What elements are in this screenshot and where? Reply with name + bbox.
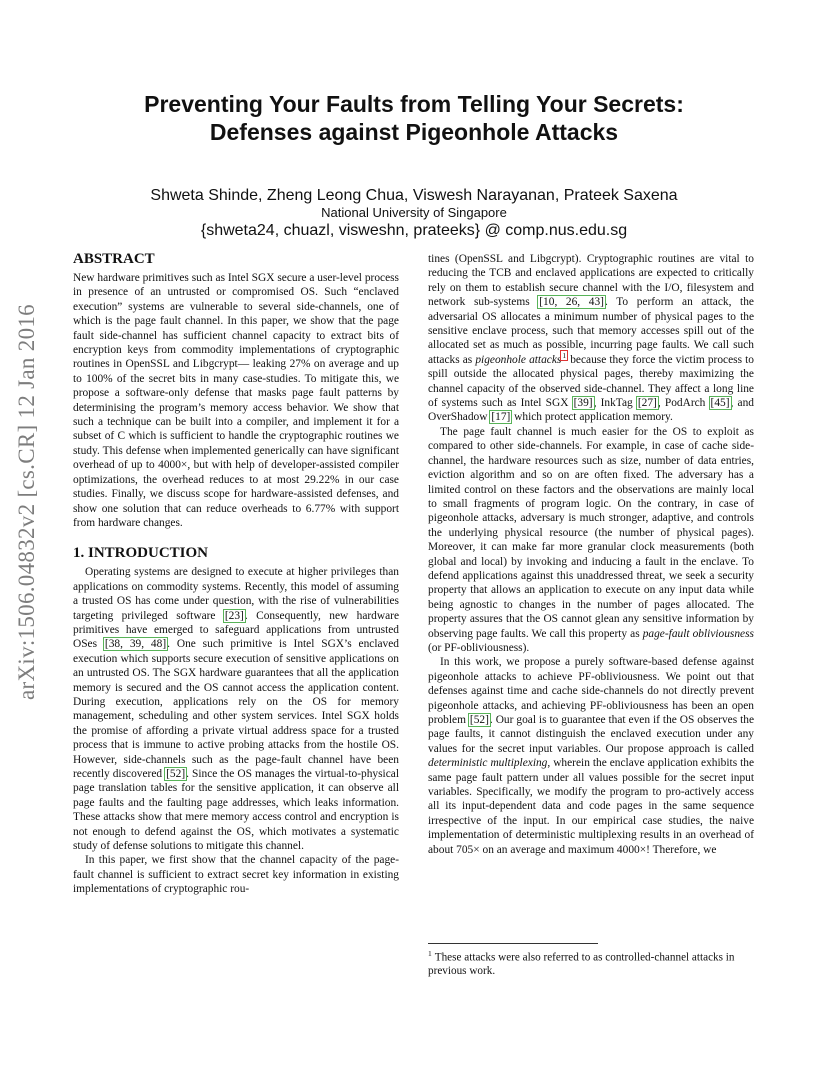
header [60,90,768,241]
citation-link[interactable]: [39] [573,397,593,410]
affiliation: National University of Singapore [321,205,507,220]
author-list: Shweta Shinde, Zheng Leong Chua, Viswesh Narayanan, Prateek Saxena [150,187,678,204]
right-column [428,252,754,857]
citation-link[interactable]: [17] [491,411,511,424]
abstract-text: New hardware primitives such as Intel SGX secure a user-level process in presence of an untrusted or compromised OS. Such “enclaved execution” systems are vulnerable to several side-channels, one of which is the page fault channel. In this paper, we show that the page fault side-channel has sufficient channel capacity to extract bits of encryption keys from commodity implementations of cryptographic routines in OpenSSL and Libgcrypt— leaking 27% on average and up to 100% of the secret bits in many case-studies. To mitigate this, we propose a software-only defense that masks page fault patterns by determinising the program’s memory access behavior. We show that such a technique can be built into a compiler, and implement it for a subset of C which is sufficient to handle the cryptographic routines we study. This defense when implemented generically can have significant overhead of up to 4000×, but with help of developer-assisted compiler optimizations, the overhead reduces to at most 29.22% in our case studies. Finally, we discuss scope for hardware-assisted defenses, and show one solution that can reduce overheads to 6.77% with support from hardware changes. [73,272,399,529]
text-run: because they force the victim process to spill outside the allocated physical pages, thereby maximizing the channel capacity of the observed side-channel. They affect a long line of systems such as Intel SGX [428,353,754,410]
text-run: , InkTag [593,397,637,410]
citation-link[interactable]: [10, 26, 43] [539,296,604,309]
emphasis: page-fault obliviousness [642,627,754,640]
author-emails: {shweta24, chuazl, visweshn, prateeks} @ comp.nus.edu.sg [200,222,628,239]
footnote-text: These attacks were also referred to as controlled-channel attacks in previous work. [428,951,735,978]
footnote-mark: 1 [428,949,432,958]
text-run: The page fault channel is much easier for the OS to exploit as compared to other side-channels. For example, in case of cache side-channel, the hardware resources such as size, number of data entries, eviction algorithm and so on are often fixed. The adversary has a limited control on these factors and the observations are mainly local to small fragments of program logic. On the contrary, in case of pigeonhole attacks, adversary is much stronger, adaptive, and controls the underlying physical resource (the number of physical pages). Moreover, it can make far more granular clock measurements (both global and local) by invoking and inducing a fault in the enclave. To defend applications against this unaddressed threat, we seek a security property that allows an application to execute on any input data while being agnostic to changes in the number of pages allocated. The property assures that the OS cannot glean any sensitive information by observing page faults. We call this property as [428,425,754,640]
title-line-2: Defenses against Pigeonhole Attacks [209,119,619,145]
emphasis: deterministic multiplexing [428,757,548,770]
left-column [73,250,399,897]
text-run: , and OverShadow [428,397,754,424]
text-run: tines (OpenSSL and Libgcrypt). Cryptographic routines are vital to reducing the TCB and enclaved applications are expected to critically rely on them to establish secure channel with the I/O, filesystem and network sub-systems [428,253,754,309]
text-run: (or PF-obliviousness). [428,641,530,654]
title-line-1: Preventing Your Faults from Telling Your Secrets: [144,91,684,117]
text-run: , PodArch [657,397,710,410]
footnote [428,947,754,979]
arxiv-identifier: arXiv:1506.04832v2 [cs.CR] 12 Jan 2016 [14,304,39,700]
text-run: which protect application memory. [511,411,673,424]
intro-paragraph-1 [73,565,399,853]
intro-paragraph-4 [428,655,754,857]
text-run: In this work, we propose a purely software-based defense against pigeonhole attacks to achieve PF-obliviousness. We point out that defenses against time and cache side-channels do not directly prevent pigeonhole attacks, and achieving PF-obliviousness has been an open problem [428,656,754,726]
intro-paragraph-2-continued [428,252,754,425]
citation-link[interactable]: [52] [166,768,186,780]
text-run: . Consequently, new hardware primitives have emerged to safeguard applications from untrusted OSes [73,609,399,651]
intro-paragraph-2: In this paper, we first show that the channel capacity of the page-fault channel is sufficient to extract secret key information in existing implementations of cryptographic rou- [73,854,399,896]
citation-link[interactable]: [23] [224,609,244,622]
text-run: , wherein the enclave application exhibits the same page fault pattern under all values possible for the secret input variables. Specifically, we modify the program to pro-actively access all its input-dependent data and code pages in the same sequence irrespective of the input. In our empirical case studies, the naive implementation of deterministic multiplexing results in an overhead of about 705× on an average and maximum 4000×! Therefore, we [428,757,755,856]
citation-link[interactable]: [45] [710,397,730,410]
citation-link[interactable]: [27] [637,397,657,410]
paper-title [60,90,768,146]
introduction-heading: 1. INTRODUCTION [73,545,209,562]
footnote-reference[interactable]: 1 [562,351,567,361]
emphasis: pigeonhole attacks [475,353,562,366]
footnote-divider [428,943,598,944]
text-run: Operating systems are designed to execute at higher privileges than applications on commodity systems. Recently, this model of assuming a trusted OS has come under question, with the rise of vulnerabilities targeting privileged software [73,566,399,622]
text-run: . One such primitive is Intel SGX’s enclaved execution which supports secure execution of sensitive applications on an untrusted OS. The SGX hardware guarantees that all the application memory is secured and the OS cannot access the application content. During execution, applications rely on the OS for memory management, scheduling and other system services. Intel SGX holds the promise of affording a private virtual address space for a trusted process that is immune to active probing attacks from the hostile OS. However, side-channels such as the page-fault channel have been recently discovered [73,638,399,780]
text-run: . To perform an attack, the adversarial OS allocates a minimum number of physical pages to the sensitive enclave process, such that memory accesses spill out of the allocated set as much as possible, incurring page faults. We call such attacks as [428,296,754,366]
abstract-heading: ABSTRACT [73,251,155,267]
text-run: . Our goal is to guarantee that even if the OS observes the page faults, it cannot distinguish the enclaved execution under any values for the secret input variables. Our propose approach is called [428,714,755,755]
citation-link[interactable]: [52] [469,714,489,726]
text-run: . Since the OS manages the virtual-to-physical page translation tables for the sensitive application, it can observe all page faults and the faulting page addresses, which leaks information. These attacks show that mere memory access control and encryption is not enough to defend against the OS, which motivates a systematic study of defense solutions to mitigate this channel. [73,768,400,853]
intro-paragraph-3 [428,425,754,656]
citation-link[interactable]: [38, 39, 48] [104,638,167,651]
